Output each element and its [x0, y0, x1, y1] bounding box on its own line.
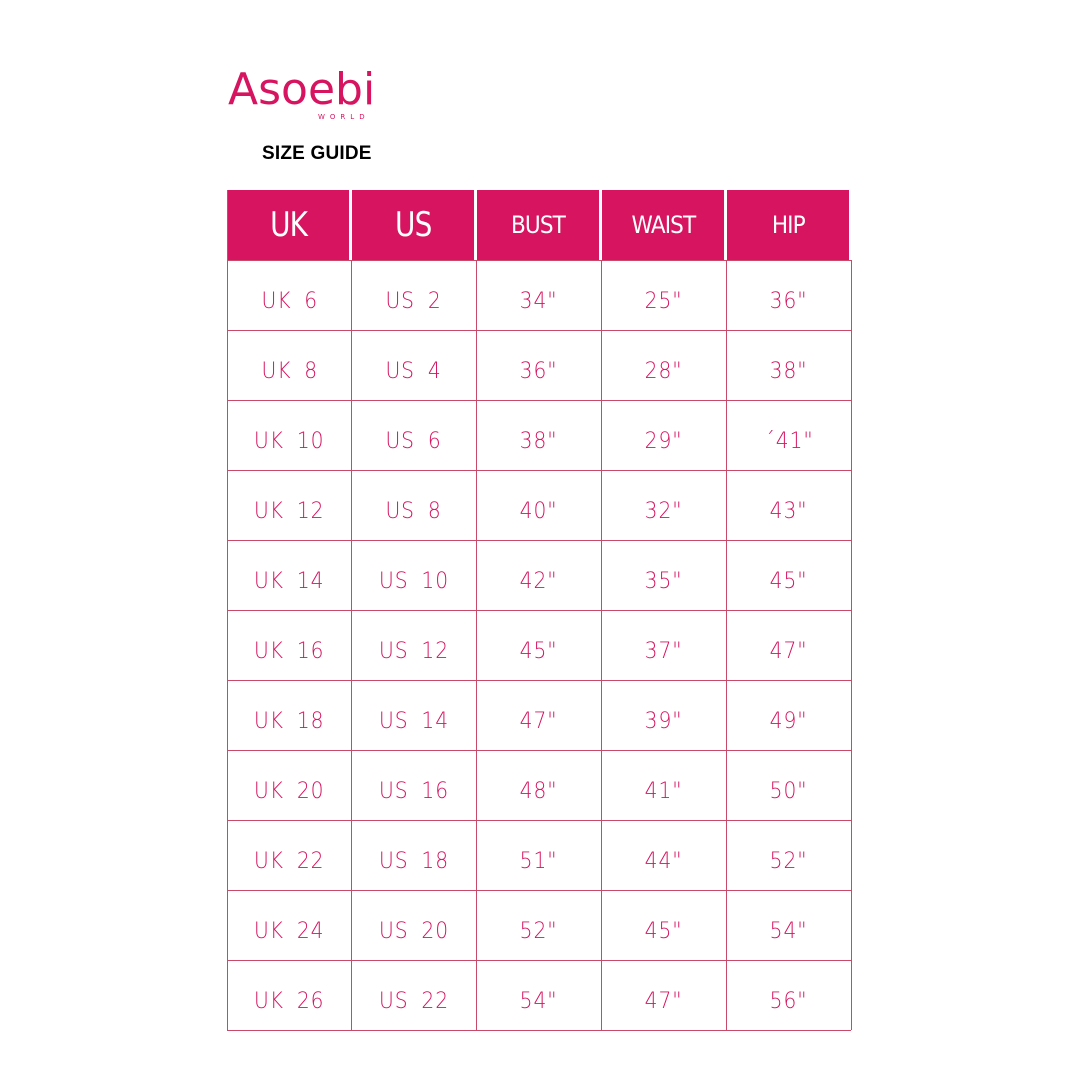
- cell-value: UK 24: [254, 919, 325, 944]
- cell-value: UK 14: [254, 569, 325, 594]
- cell-value: 49": [770, 709, 808, 734]
- table-cell-bust: [477, 680, 602, 750]
- cell-value: 52": [520, 919, 558, 944]
- table-cell-bust: [477, 820, 602, 890]
- cell-value: 28": [645, 359, 683, 384]
- cell-value: 40": [520, 499, 558, 524]
- cell-value: US 2: [385, 289, 443, 314]
- cell-value: US 8: [385, 499, 443, 524]
- cell-value: 47": [645, 989, 683, 1014]
- table-cell-us: [352, 470, 477, 540]
- header-waist: [602, 190, 727, 260]
- cell-value: UK 8: [261, 359, 318, 384]
- cell-value: 38": [520, 429, 558, 454]
- cell-value: 43": [770, 499, 808, 524]
- header-label: WAIST: [631, 211, 695, 239]
- cell-value: UK 10: [254, 429, 325, 454]
- cell-value: UK 18: [254, 709, 325, 734]
- table-cell-bust: [477, 750, 602, 820]
- table-cell-us: [352, 750, 477, 820]
- cell-value: 45": [645, 919, 683, 944]
- cell-value: 38": [770, 359, 808, 384]
- table-cell-hip: [727, 750, 852, 820]
- header-label: UK: [269, 205, 308, 245]
- table-cell-uk: [228, 260, 352, 330]
- table-cell-hip: [727, 540, 852, 610]
- cell-value: 35": [645, 569, 683, 594]
- table-cell-uk: [228, 470, 352, 540]
- header-label: HIP: [771, 211, 805, 239]
- cell-value: 37": [645, 639, 683, 664]
- table-cell-waist: [602, 470, 727, 540]
- table-cell-hip: [727, 330, 852, 400]
- cell-value: 32": [645, 499, 683, 524]
- cell-value: 48": [520, 779, 558, 804]
- table-cell-bust: [477, 260, 602, 330]
- table-cell-waist: [602, 960, 727, 1030]
- header-label: US: [394, 205, 432, 245]
- header-us: [352, 190, 477, 260]
- brand-subtitle: WORLD: [318, 113, 370, 121]
- cell-value: 51": [520, 849, 558, 874]
- table-cell-us: [352, 540, 477, 610]
- table-cell-uk: [228, 610, 352, 680]
- table-cell-bust: [477, 470, 602, 540]
- table-cell-waist: [602, 820, 727, 890]
- cell-value: 56": [770, 989, 808, 1014]
- cell-value: US 10: [379, 569, 449, 594]
- cell-value: 42": [520, 569, 558, 594]
- table-cell-waist: [602, 890, 727, 960]
- cell-value: UK 12: [254, 499, 325, 524]
- cell-value: UK 6: [261, 289, 318, 314]
- table-cell-us: [352, 610, 477, 680]
- cell-value: US 16: [379, 779, 449, 804]
- table-cell-uk: [228, 890, 352, 960]
- table-cell-uk: [228, 400, 352, 470]
- page-title: SIZE GUIDE: [262, 143, 372, 164]
- header-bust: [477, 190, 602, 260]
- header-hip: [727, 190, 852, 260]
- table-cell-bust: [477, 960, 602, 1030]
- cell-value: 45": [770, 569, 808, 594]
- table-cell-waist: [602, 680, 727, 750]
- cell-value: 44": [645, 849, 683, 874]
- cell-value: US 22: [379, 989, 449, 1014]
- cell-value: 36": [520, 359, 558, 384]
- table-cell-uk: [228, 540, 352, 610]
- table-cell-hip: [727, 820, 852, 890]
- table-cell-hip: [727, 610, 852, 680]
- cell-value: 47": [520, 709, 558, 734]
- brand-name: Asoebi: [228, 64, 376, 115]
- cell-value: UK 26: [254, 989, 325, 1014]
- cell-value: 29": [645, 429, 683, 454]
- table-cell-bust: [477, 610, 602, 680]
- table-cell-hip: [727, 890, 852, 960]
- size-table: [227, 190, 851, 1040]
- cell-value: 54": [770, 919, 808, 944]
- cell-value: 41": [645, 779, 683, 804]
- table-cell-us: [352, 330, 477, 400]
- table-cell-waist: [602, 750, 727, 820]
- table-cell-hip: [727, 400, 852, 470]
- table-cell-waist: [602, 540, 727, 610]
- cell-value: US 18: [379, 849, 449, 874]
- table-cell-uk: [228, 330, 352, 400]
- table-cell-us: [352, 400, 477, 470]
- table-cell-uk: [228, 680, 352, 750]
- cell-value: US 20: [379, 919, 449, 944]
- table-cell-us: [352, 260, 477, 330]
- cell-value: 54": [520, 989, 558, 1014]
- table-cell-bust: [477, 400, 602, 470]
- table-cell-uk: [228, 750, 352, 820]
- table-cell-hip: [727, 260, 852, 330]
- cell-value: 36": [770, 289, 808, 314]
- cell-value: US 4: [385, 359, 443, 384]
- cell-value: 39": [645, 709, 683, 734]
- brand-logo: [228, 62, 388, 132]
- table-cell-uk: [228, 820, 352, 890]
- table-cell-uk: [228, 960, 352, 1030]
- table-cell-hip: [727, 470, 852, 540]
- table-cell-waist: [602, 330, 727, 400]
- table-cell-us: [352, 960, 477, 1030]
- header-label: BUST: [511, 211, 565, 239]
- cell-value: 47": [770, 639, 808, 664]
- table-cell-hip: [727, 960, 852, 1030]
- table-cell-us: [352, 890, 477, 960]
- table-cell-bust: [477, 330, 602, 400]
- cell-value: 34": [520, 289, 558, 314]
- table-cell-waist: [602, 610, 727, 680]
- table-cell-bust: [477, 890, 602, 960]
- table-cell-bust: [477, 540, 602, 610]
- cell-value: ´41": [764, 429, 814, 454]
- cell-value: 25": [645, 289, 683, 314]
- cell-value: US 6: [385, 429, 443, 454]
- size-table-grid: [227, 190, 851, 1031]
- table-cell-hip: [727, 680, 852, 750]
- cell-value: 50": [770, 779, 808, 804]
- table-cell-us: [352, 820, 477, 890]
- cell-value: UK 22: [254, 849, 325, 874]
- cell-value: 52": [770, 849, 808, 874]
- header-uk: [228, 190, 352, 260]
- cell-value: UK 16: [254, 639, 325, 664]
- table-cell-waist: [602, 260, 727, 330]
- cell-value: 45": [520, 639, 558, 664]
- cell-value: US 14: [379, 709, 449, 734]
- cell-value: US 12: [379, 639, 449, 664]
- table-cell-waist: [602, 400, 727, 470]
- cell-value: UK 20: [254, 779, 325, 804]
- table-cell-us: [352, 680, 477, 750]
